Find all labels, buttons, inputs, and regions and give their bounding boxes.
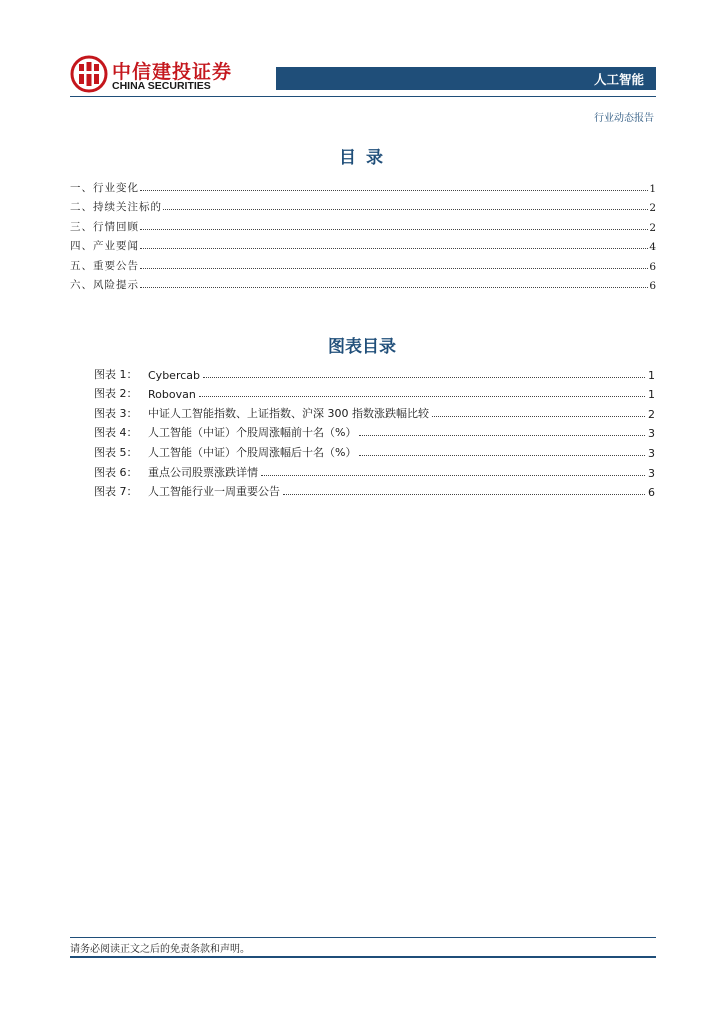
toc-item-page: 6	[649, 260, 656, 273]
section-label: 人工智能	[593, 72, 644, 87]
figure-leader-dots	[261, 474, 645, 476]
figure-item-7[interactable]	[94, 480, 655, 500]
figure-number: 图表 6：	[94, 465, 138, 479]
figure-page: 3	[648, 466, 655, 480]
figure-list	[94, 362, 655, 499]
toc-item-6[interactable]	[70, 273, 656, 293]
figure-label: 人工智能行业一周重要公告	[148, 485, 280, 499]
toc-item-page: 4	[649, 241, 656, 253]
figure-list-title: 图表目录	[328, 337, 396, 357]
toc-item-3[interactable]	[70, 214, 656, 234]
figure-page: 1	[648, 368, 655, 382]
company-logo	[70, 55, 240, 95]
logo-chinese-name: 中信建投证券	[112, 61, 233, 83]
china-securities-logo-icon	[70, 55, 108, 93]
figure-number: 图表 2：	[94, 387, 138, 401]
toc-title: 目 录	[339, 148, 385, 168]
figure-leader-dots	[359, 454, 645, 456]
toc-item-label: 三、行情回顾	[70, 220, 139, 233]
figure-page: 3	[648, 427, 655, 441]
figure-label: 人工智能（中证）个股周涨幅后十名（%）	[148, 445, 357, 459]
report-type: 行业动态报告	[594, 113, 654, 124]
toc-item-page: 2	[649, 202, 656, 214]
toc-leader-dots	[140, 286, 648, 288]
figure-item-2[interactable]	[94, 382, 655, 402]
footer-divider-bottom	[70, 956, 656, 958]
toc-leader-dots	[140, 267, 648, 269]
toc-item-4[interactable]	[70, 234, 656, 254]
toc-item-page: 1	[649, 182, 656, 195]
header-bar	[276, 67, 656, 90]
toc-leader-dots	[140, 189, 648, 191]
figure-number: 图表 1：	[94, 367, 138, 381]
toc-item-1[interactable]	[70, 175, 656, 195]
figure-label: Robovan	[148, 388, 196, 402]
figure-leader-dots	[283, 493, 645, 495]
header-divider	[70, 96, 656, 97]
figure-number: 图表 7：	[94, 485, 138, 499]
figure-leader-dots	[199, 395, 645, 397]
figure-item-4[interactable]	[94, 421, 655, 441]
toc-item-label: 二、持续关注标的	[70, 201, 162, 213]
figure-item-5[interactable]	[94, 440, 655, 460]
footer-disclaimer: 请务必阅读正文之后的免责条款和声明。	[70, 944, 250, 955]
toc-item-2[interactable]	[70, 195, 656, 215]
figure-label: 重点公司股票涨跌详情	[148, 465, 258, 479]
toc-leader-dots	[140, 228, 648, 230]
toc-leader-dots	[163, 208, 648, 210]
figure-leader-dots	[432, 415, 645, 417]
toc-item-label: 六、风险提示	[70, 279, 139, 291]
figure-page: 6	[648, 486, 655, 500]
figure-item-6[interactable]	[94, 460, 655, 480]
toc-item-label: 四、产业要闻	[70, 240, 139, 252]
figure-number: 图表 4：	[94, 426, 138, 440]
figure-label: 中证人工智能指数、上证指数、沪深 300 指数涨跌幅比较	[148, 406, 429, 420]
logo-english-name: CHINA SECURITIES	[112, 80, 211, 92]
footer-divider-top	[70, 937, 656, 938]
figure-leader-dots	[359, 434, 645, 436]
figure-number: 图表 5：	[94, 445, 138, 459]
figure-label: Cybercab	[148, 368, 200, 382]
figure-page: 2	[648, 407, 655, 421]
toc-leader-dots	[140, 247, 648, 249]
figure-page: 1	[648, 388, 655, 402]
toc-item-page: 2	[649, 221, 656, 234]
toc-list	[70, 175, 656, 292]
toc-item-5[interactable]	[70, 253, 656, 273]
figure-number: 图表 3：	[94, 406, 138, 420]
figure-item-3[interactable]	[94, 401, 655, 421]
figure-leader-dots	[203, 376, 645, 378]
figure-page: 3	[648, 446, 655, 460]
toc-item-label: 一、行业变化	[70, 181, 139, 194]
toc-item-page: 6	[649, 280, 656, 292]
figure-item-1[interactable]	[94, 362, 655, 382]
figure-label: 人工智能（中证）个股周涨幅前十名（%）	[148, 426, 357, 440]
toc-item-label: 五、重要公告	[70, 259, 139, 272]
